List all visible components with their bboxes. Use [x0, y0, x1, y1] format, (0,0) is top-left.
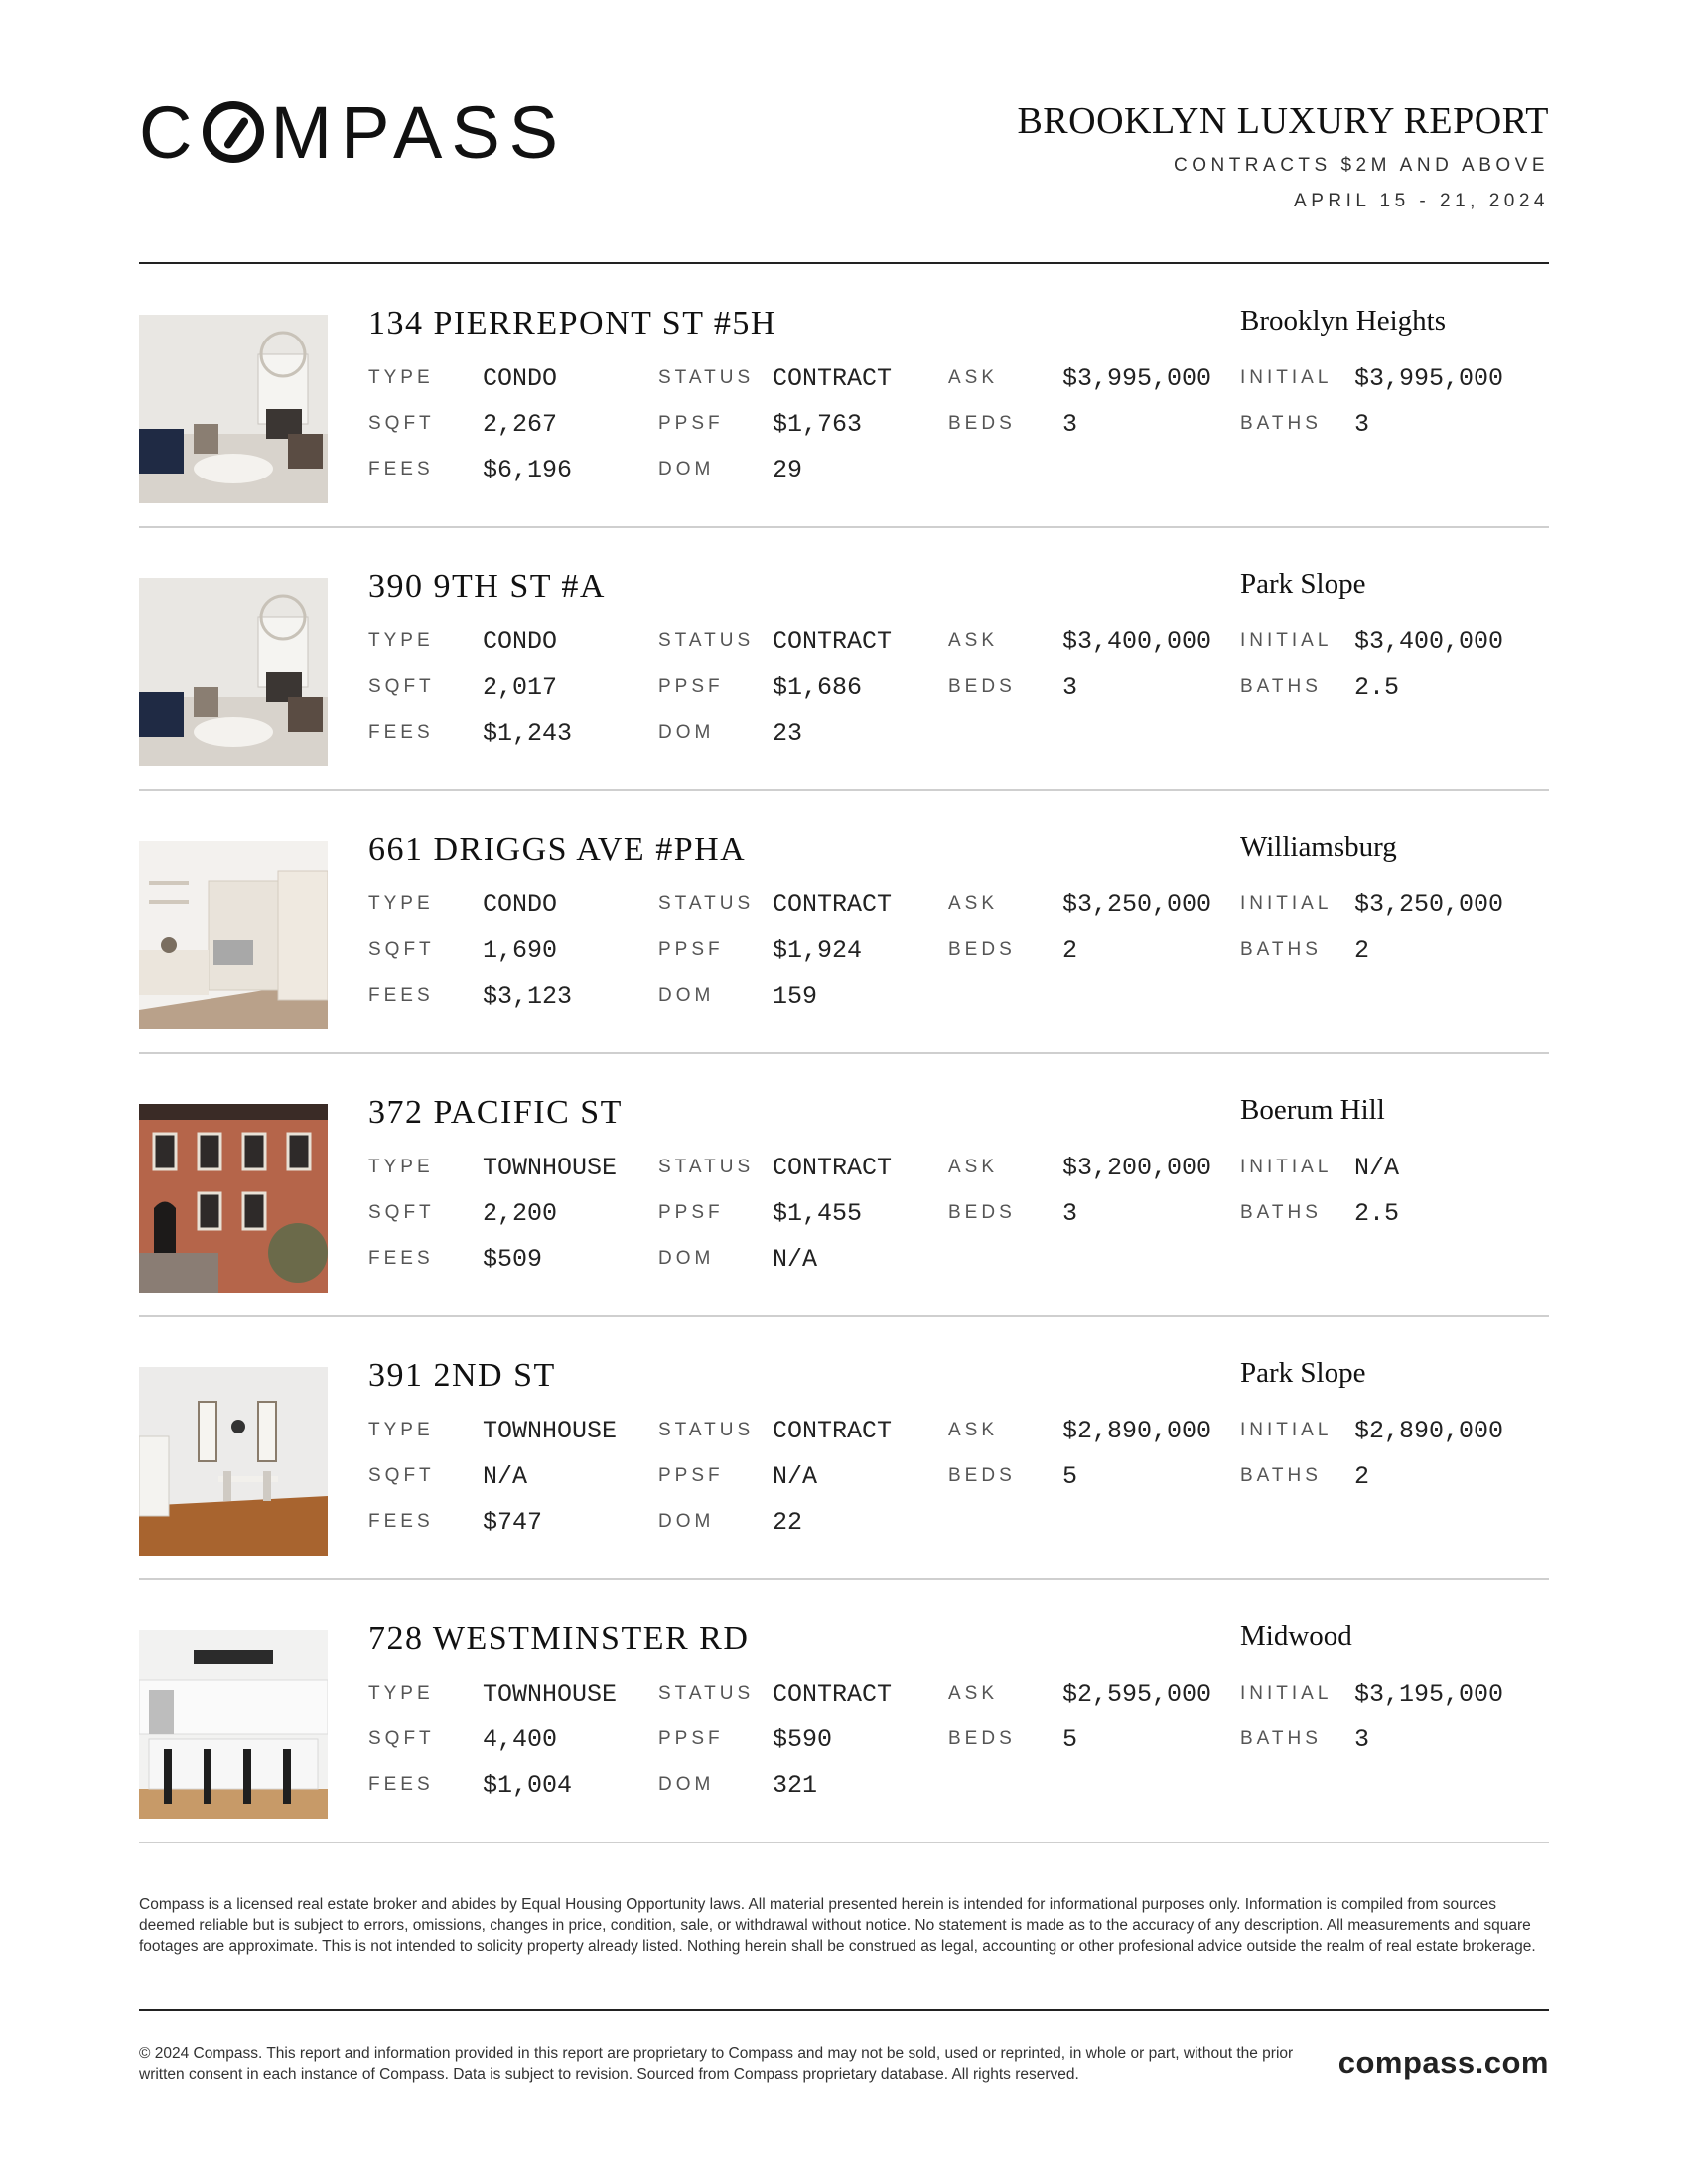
status-value: CONTRACT	[773, 627, 893, 656]
baths-value: 2	[1354, 1462, 1370, 1491]
listing-card[interactable]	[139, 265, 1549, 528]
beds-label: BEDS	[948, 1202, 1016, 1223]
status-value: CONTRACT	[773, 1680, 893, 1708]
ppsf-value: $1,686	[773, 673, 863, 702]
fees-label: FEES	[368, 1248, 434, 1269]
ask-value: $3,995,000	[1062, 364, 1212, 393]
beds-label: BEDS	[948, 1465, 1016, 1486]
listing-neighborhood: Brooklyn Heights	[1240, 305, 1447, 337]
ppsf-label: PPSF	[658, 1465, 724, 1486]
status-value: CONTRACT	[773, 1154, 893, 1182]
status-label: STATUS	[658, 367, 755, 388]
type-label: TYPE	[368, 1157, 434, 1177]
sqft-label: SQFT	[368, 1728, 435, 1749]
dom-label: DOM	[658, 985, 715, 1006]
initial-value: $3,250,000	[1354, 890, 1504, 919]
initial-label: INITIAL	[1240, 1420, 1333, 1440]
ask-label: ASK	[948, 630, 999, 651]
fees-value: $3,123	[483, 982, 573, 1011]
baths-value: 3	[1354, 410, 1370, 439]
status-value: CONTRACT	[773, 1417, 893, 1445]
listing-card[interactable]	[139, 528, 1549, 791]
ask-label: ASK	[948, 367, 999, 388]
beds-label: BEDS	[948, 939, 1016, 960]
listing-neighborhood: Midwood	[1240, 1620, 1352, 1652]
compass-logo: C MPASS	[139, 90, 568, 174]
sqft-value: 1,690	[483, 936, 558, 965]
ask-value: $3,400,000	[1062, 627, 1212, 656]
baths-label: BATHS	[1240, 1728, 1322, 1749]
type-label: TYPE	[368, 630, 434, 651]
ask-label: ASK	[948, 1420, 999, 1440]
type-value: TOWNHOUSE	[483, 1680, 618, 1708]
initial-value: $3,995,000	[1354, 364, 1504, 393]
dom-label: DOM	[658, 1511, 715, 1532]
listing-neighborhood: Boerum Hill	[1240, 1094, 1385, 1126]
status-label: STATUS	[658, 1157, 755, 1177]
beds-value: 3	[1062, 1199, 1078, 1228]
baths-label: BATHS	[1240, 1465, 1322, 1486]
ask-value: $3,250,000	[1062, 890, 1212, 919]
sqft-value: 2,267	[483, 410, 558, 439]
listing-address[interactable]: 728 WESTMINSTER RD	[368, 1620, 750, 1657]
type-label: TYPE	[368, 1683, 434, 1704]
report-title: BROOKLYN LUXURY REPORT	[1017, 100, 1549, 142]
fees-value: $747	[483, 1508, 543, 1537]
report-subtitle: CONTRACTS $2M AND ABOVE	[1173, 155, 1549, 176]
status-label: STATUS	[658, 630, 755, 651]
fees-label: FEES	[368, 459, 434, 479]
ppsf-label: PPSF	[658, 939, 724, 960]
listing-address[interactable]: 134 PIERREPONT ST #5H	[368, 305, 776, 341]
listing-card[interactable]	[139, 1580, 1549, 1843]
compass-logo-o-icon	[203, 101, 264, 163]
fees-value: $509	[483, 1245, 543, 1274]
initial-value: N/A	[1354, 1154, 1400, 1182]
initial-label: INITIAL	[1240, 893, 1333, 914]
website-link[interactable]: compass.com	[1337, 2045, 1549, 2080]
listing-card[interactable]	[139, 1317, 1549, 1580]
type-value: CONDO	[483, 364, 558, 393]
dom-value: 23	[773, 719, 803, 748]
listing-photo[interactable]	[139, 315, 328, 503]
beds-value: 2	[1062, 936, 1078, 965]
fees-value: $1,004	[483, 1771, 573, 1800]
beds-value: 5	[1062, 1725, 1078, 1754]
baths-label: BATHS	[1240, 939, 1322, 960]
listing-photo[interactable]	[139, 578, 328, 766]
listing-neighborhood: Park Slope	[1240, 568, 1366, 600]
sqft-label: SQFT	[368, 1465, 435, 1486]
listing-neighborhood: Williamsburg	[1240, 831, 1397, 863]
listing-card[interactable]	[139, 791, 1549, 1054]
sqft-value: 2,017	[483, 673, 558, 702]
header-divider	[139, 262, 1549, 264]
type-value: TOWNHOUSE	[483, 1154, 618, 1182]
listing-card[interactable]	[139, 1054, 1549, 1317]
initial-label: INITIAL	[1240, 630, 1333, 651]
initial-value: $3,195,000	[1354, 1680, 1504, 1708]
copyright-notice: © 2024 Compass. This report and information provided in this report are proprietary to Compass and may not be sold, used or reprinted, in whole or part, without the prior written consent in each instance of Compass. Data is subject to revision. Sourced from Compass proprietary database. All rights reserved.	[139, 2045, 1294, 2083]
listing-divider	[139, 1842, 1549, 1843]
sqft-label: SQFT	[368, 1202, 435, 1223]
fees-label: FEES	[368, 1511, 434, 1532]
beds-value: 3	[1062, 673, 1078, 702]
initial-value: $2,890,000	[1354, 1417, 1504, 1445]
ppsf-label: PPSF	[658, 1202, 724, 1223]
initial-label: INITIAL	[1240, 367, 1333, 388]
ask-label: ASK	[948, 893, 999, 914]
baths-label: BATHS	[1240, 1202, 1322, 1223]
listing-photo[interactable]	[139, 1367, 328, 1556]
footer-divider	[139, 2009, 1549, 2011]
fees-label: FEES	[368, 985, 434, 1006]
fees-label: FEES	[368, 722, 434, 743]
ppsf-label: PPSF	[658, 413, 724, 434]
fees-value: $6,196	[483, 456, 573, 484]
listing-photo[interactable]	[139, 841, 328, 1029]
ask-label: ASK	[948, 1683, 999, 1704]
listing-photo[interactable]	[139, 1104, 328, 1293]
sqft-value: N/A	[483, 1462, 528, 1491]
dom-value: 29	[773, 456, 803, 484]
listing-address[interactable]: 390 9TH ST #A	[368, 568, 606, 605]
type-value: TOWNHOUSE	[483, 1417, 618, 1445]
ask-value: $2,595,000	[1062, 1680, 1212, 1708]
type-value: CONDO	[483, 627, 558, 656]
ask-value: $2,890,000	[1062, 1417, 1212, 1445]
initial-value: $3,400,000	[1354, 627, 1504, 656]
dom-value: 321	[773, 1771, 818, 1800]
baths-value: 3	[1354, 1725, 1370, 1754]
sqft-label: SQFT	[368, 939, 435, 960]
ask-value: $3,200,000	[1062, 1154, 1212, 1182]
ppsf-value: $1,455	[773, 1199, 863, 1228]
type-value: CONDO	[483, 890, 558, 919]
type-label: TYPE	[368, 893, 434, 914]
ppsf-value: $1,763	[773, 410, 863, 439]
baths-label: BATHS	[1240, 676, 1322, 697]
sqft-label: SQFT	[368, 676, 435, 697]
dom-label: DOM	[658, 722, 715, 743]
ppsf-value: $1,924	[773, 936, 863, 965]
fees-value: $1,243	[483, 719, 573, 748]
dom-label: DOM	[658, 459, 715, 479]
baths-value: 2	[1354, 936, 1370, 965]
beds-label: BEDS	[948, 676, 1016, 697]
legal-disclaimer: Compass is a licensed real estate broker and abides by Equal Housing Opportunity laws. All material presented herein is intended for informational purposes only. Information is compiled from sources deemed reliable but is subject to errors, omissions, changes in price, condition, sale, or withdrawal without notice. No statement is made as to the accuracy of any description. All measurements and square footages are approximate. This is not intended to solicity property already listed. Nothing herein shall be construed as legal, accounting or other profesional advice outside the realm of real estate brokerage.	[139, 1896, 1536, 1955]
ppsf-value: N/A	[773, 1462, 818, 1491]
listing-neighborhood: Park Slope	[1240, 1357, 1366, 1389]
ask-label: ASK	[948, 1157, 999, 1177]
baths-value: 2.5	[1354, 1199, 1400, 1228]
sqft-value: 2,200	[483, 1199, 558, 1228]
baths-label: BATHS	[1240, 413, 1322, 434]
beds-label: BEDS	[948, 413, 1016, 434]
ppsf-value: $590	[773, 1725, 833, 1754]
beds-value: 3	[1062, 410, 1078, 439]
status-label: STATUS	[658, 1683, 755, 1704]
fees-label: FEES	[368, 1774, 434, 1795]
dom-label: DOM	[658, 1774, 715, 1795]
listing-address[interactable]: 372 PACIFIC ST	[368, 1094, 623, 1131]
sqft-value: 4,400	[483, 1725, 558, 1754]
type-label: TYPE	[368, 1420, 434, 1440]
dom-value: 22	[773, 1508, 803, 1537]
sqft-label: SQFT	[368, 413, 435, 434]
report-date-range: APRIL 15 - 21, 2024	[1294, 191, 1549, 211]
ppsf-label: PPSF	[658, 676, 724, 697]
beds-label: BEDS	[948, 1728, 1016, 1749]
listing-address[interactable]: 661 DRIGGS AVE #PHA	[368, 831, 747, 868]
status-label: STATUS	[658, 893, 755, 914]
listing-photo[interactable]	[139, 1630, 328, 1819]
baths-value: 2.5	[1354, 673, 1400, 702]
dom-label: DOM	[658, 1248, 715, 1269]
status-label: STATUS	[658, 1420, 755, 1440]
initial-label: INITIAL	[1240, 1683, 1333, 1704]
dom-value: 159	[773, 982, 818, 1011]
type-label: TYPE	[368, 367, 434, 388]
listing-address[interactable]: 391 2ND ST	[368, 1357, 556, 1394]
beds-value: 5	[1062, 1462, 1078, 1491]
dom-value: N/A	[773, 1245, 818, 1274]
initial-label: INITIAL	[1240, 1157, 1333, 1177]
status-value: CONTRACT	[773, 364, 893, 393]
ppsf-label: PPSF	[658, 1728, 724, 1749]
status-value: CONTRACT	[773, 890, 893, 919]
